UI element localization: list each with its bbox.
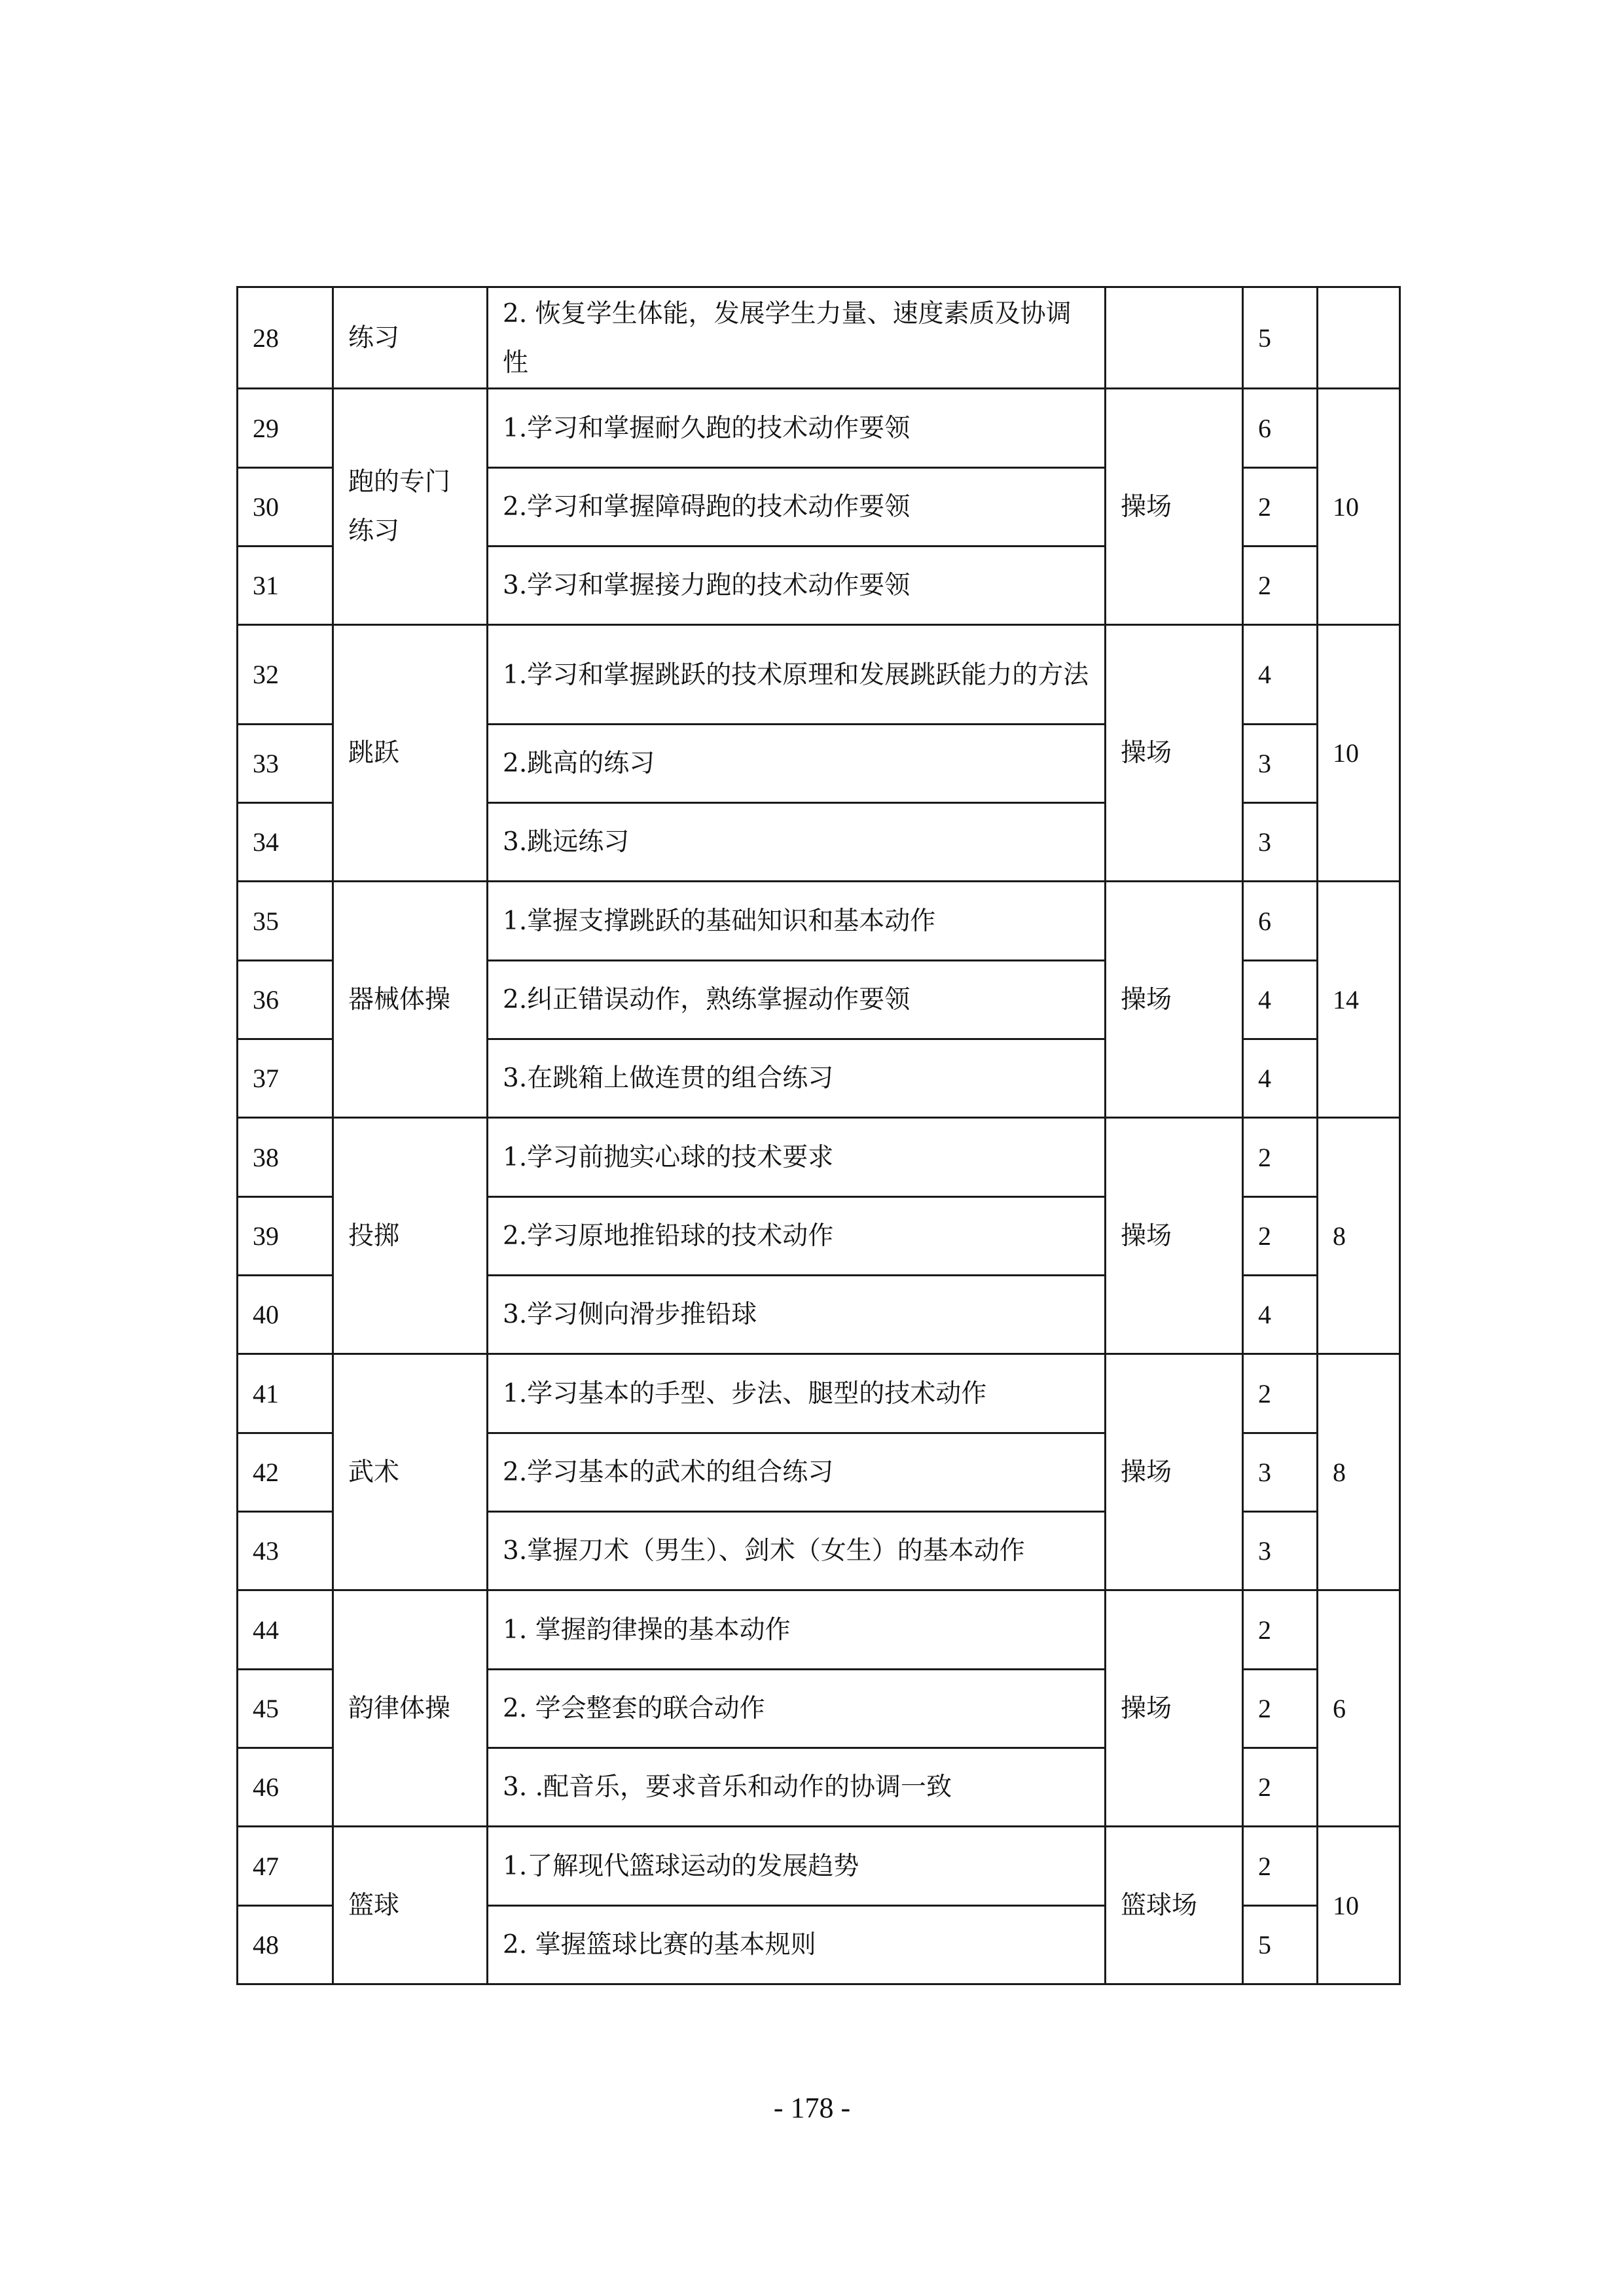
topic-cell: 器械体操 <box>333 882 488 1118</box>
content-cell: 2.学习原地推铅球的技术动作 <box>488 1197 1106 1276</box>
topic-cell: 跑的专门练习 <box>333 389 488 625</box>
total-hours-cell: 8 <box>1318 1118 1400 1354</box>
hours-cell: 3 <box>1243 725 1318 803</box>
topic-cell: 投掷 <box>333 1118 488 1354</box>
hours-cell: 2 <box>1243 1197 1318 1276</box>
venue-cell: 操场 <box>1106 1590 1243 1827</box>
content-cell: 2.学习和掌握障碍跑的技术动作要领 <box>488 468 1106 547</box>
total-hours-cell: 14 <box>1318 882 1400 1118</box>
total-hours-cell: 6 <box>1318 1590 1400 1827</box>
content-cell: 3.跳远练习 <box>488 803 1106 882</box>
topic-cell: 跳跃 <box>333 625 488 882</box>
row-number: 42 <box>238 1433 333 1512</box>
table-row <box>238 1354 1400 1433</box>
row-number: 41 <box>238 1354 333 1433</box>
hours-cell: 2 <box>1243 1590 1318 1670</box>
row-number: 38 <box>238 1118 333 1197</box>
venue-cell: 操场 <box>1106 1118 1243 1354</box>
row-number: 44 <box>238 1590 333 1670</box>
content-cell: 3.掌握刀术（男生）、剑术（女生）的基本动作 <box>488 1512 1106 1590</box>
hours-cell: 4 <box>1243 961 1318 1039</box>
row-number: 30 <box>238 468 333 547</box>
content-cell: 2.纠正错误动作，熟练掌握动作要领 <box>488 961 1106 1039</box>
hours-cell: 2 <box>1243 468 1318 547</box>
total-hours-cell: 10 <box>1318 389 1400 625</box>
content-cell: 2. 掌握篮球比赛的基本规则 <box>488 1906 1106 1984</box>
content-cell: 3.学习和掌握接力跑的技术动作要领 <box>488 547 1106 625</box>
row-number: 31 <box>238 547 333 625</box>
row-number: 32 <box>238 625 333 725</box>
table-row <box>238 1590 1400 1670</box>
content-cell: 1.学习和掌握跳跃的技术原理和发展跳跃能力的方法 <box>488 625 1106 725</box>
row-number: 29 <box>238 389 333 468</box>
topic-cell: 篮球 <box>333 1827 488 1984</box>
topic-cell: 练习 <box>333 287 488 389</box>
table-row <box>238 1827 1400 1906</box>
hours-cell: 2 <box>1243 1748 1318 1827</box>
row-number: 36 <box>238 961 333 1039</box>
hours-cell: 2 <box>1243 547 1318 625</box>
table-row <box>238 1118 1400 1197</box>
hours-cell: 6 <box>1243 882 1318 961</box>
hours-cell: 3 <box>1243 1512 1318 1590</box>
hours-cell: 4 <box>1243 625 1318 725</box>
table-row <box>238 389 1400 468</box>
total-hours-cell: 10 <box>1318 625 1400 882</box>
venue-cell: 操场 <box>1106 625 1243 882</box>
venue-cell <box>1106 287 1243 389</box>
content-cell: 2.跳高的练习 <box>488 725 1106 803</box>
row-number: 46 <box>238 1748 333 1827</box>
row-number: 47 <box>238 1827 333 1906</box>
hours-cell: 2 <box>1243 1354 1318 1433</box>
table-row <box>238 287 1400 389</box>
total-hours-cell: 10 <box>1318 1827 1400 1984</box>
total-hours-cell: 8 <box>1318 1354 1400 1590</box>
content-cell: 1.了解现代篮球运动的发展趋势 <box>488 1827 1106 1906</box>
hours-cell: 2 <box>1243 1670 1318 1748</box>
venue-cell: 操场 <box>1106 389 1243 625</box>
hours-cell: 3 <box>1243 803 1318 882</box>
syllabus-table <box>236 286 1401 1985</box>
page-number: - 178 - <box>773 2092 851 2124</box>
row-number: 48 <box>238 1906 333 1984</box>
venue-cell: 操场 <box>1106 1354 1243 1590</box>
total-hours-cell <box>1318 287 1400 389</box>
row-number: 34 <box>238 803 333 882</box>
venue-cell: 操场 <box>1106 882 1243 1118</box>
hours-cell: 4 <box>1243 1276 1318 1354</box>
row-number: 39 <box>238 1197 333 1276</box>
hours-cell: 6 <box>1243 389 1318 468</box>
content-cell: 2. 恢复学生体能，发展学生力量、速度素质及协调性 <box>488 287 1106 389</box>
hours-cell: 3 <box>1243 1433 1318 1512</box>
hours-cell: 2 <box>1243 1827 1318 1906</box>
hours-cell: 5 <box>1243 287 1318 389</box>
topic-cell: 韵律体操 <box>333 1590 488 1827</box>
row-number: 45 <box>238 1670 333 1748</box>
content-cell: 1. 掌握韵律操的基本动作 <box>488 1590 1106 1670</box>
table-row <box>238 625 1400 725</box>
content-cell: 1.学习和掌握耐久跑的技术动作要领 <box>488 389 1106 468</box>
topic-cell: 武术 <box>333 1354 488 1590</box>
table-row <box>238 882 1400 961</box>
row-number: 35 <box>238 882 333 961</box>
content-cell: 1.学习基本的手型、步法、腿型的技术动作 <box>488 1354 1106 1433</box>
venue-cell: 篮球场 <box>1106 1827 1243 1984</box>
content-cell: 2. 学会整套的联合动作 <box>488 1670 1106 1748</box>
content-cell: 3.学习侧向滑步推铅球 <box>488 1276 1106 1354</box>
content-cell: 2.学习基本的武术的组合练习 <box>488 1433 1106 1512</box>
row-number: 40 <box>238 1276 333 1354</box>
content-cell: 3. .配音乐，要求音乐和动作的协调一致 <box>488 1748 1106 1827</box>
content-cell: 1.学习前抛实心球的技术要求 <box>488 1118 1106 1197</box>
hours-cell: 4 <box>1243 1039 1318 1118</box>
content-cell: 3.在跳箱上做连贯的组合练习 <box>488 1039 1106 1118</box>
row-number: 28 <box>238 287 333 389</box>
hours-cell: 5 <box>1243 1906 1318 1984</box>
row-number: 37 <box>238 1039 333 1118</box>
row-number: 43 <box>238 1512 333 1590</box>
row-number: 33 <box>238 725 333 803</box>
hours-cell: 2 <box>1243 1118 1318 1197</box>
content-cell: 1.掌握支撑跳跃的基础知识和基本动作 <box>488 882 1106 961</box>
